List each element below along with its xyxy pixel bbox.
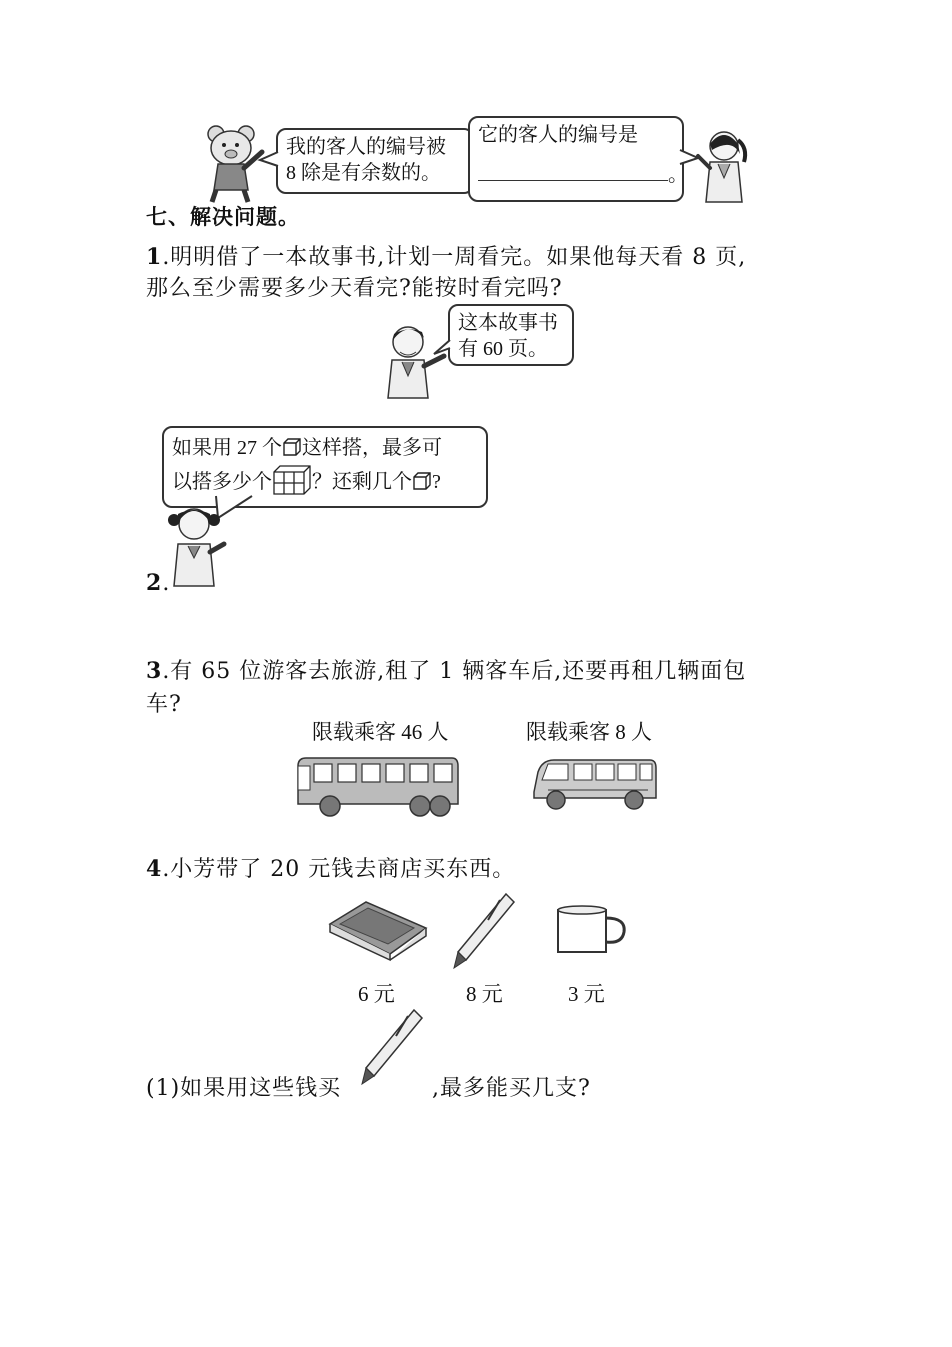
- q2-speech-part2: 这样搭，最多可: [302, 437, 442, 459]
- bear-bubble-tail: [258, 150, 280, 170]
- girl-illustration: [692, 128, 752, 206]
- girl-speech-bubble: [468, 116, 688, 202]
- pen-price: 8 元: [466, 982, 503, 1006]
- cube-icon: [282, 437, 302, 457]
- boy-speech-line-2: 有 60 页。: [458, 338, 548, 360]
- bus-capacity-label: 限载乘客 46 人: [312, 720, 449, 744]
- q3-line-2: 车?: [146, 692, 182, 717]
- q3-text: [146, 654, 746, 689]
- q1-line-1: .明明借了一本故事书,计划一周看完。如果他每天看 8 页,: [162, 245, 747, 270]
- q1-number: 1: [146, 244, 163, 270]
- q2-speech-part5: ?: [432, 471, 441, 493]
- q1-text: [146, 240, 746, 275]
- q1-line-2: 那么至少需要多少天看完?能按时看完吗?: [146, 276, 563, 301]
- bus-icon: [292, 754, 462, 820]
- pen-icon: [356, 1006, 426, 1088]
- q2-speech-bubble: [162, 426, 488, 508]
- girl-speech-end: 。: [668, 164, 688, 186]
- q2-speech-part4: ？还剩几个: [312, 471, 412, 493]
- van-capacity-label: 限载乘客 8 人: [526, 720, 652, 744]
- cup-icon: [554, 904, 630, 956]
- q4-sub1-prefix: (1)如果用这些钱买: [146, 1076, 342, 1101]
- girl-speech-text: 它的客人的编号是: [478, 124, 638, 146]
- bear-speech-line-2: 8 除是有余数的。: [286, 162, 441, 184]
- q4-number: 4: [146, 856, 163, 882]
- girl-2-illustration: [164, 502, 230, 588]
- boy-speech-line-1: 这本故事书: [458, 312, 558, 334]
- boy-illustration: [378, 322, 450, 400]
- q4-text: [146, 852, 515, 887]
- q4-line: .小芳带了 20 元钱去商店买东西。: [162, 857, 516, 882]
- q2-suffix: .: [162, 571, 171, 596]
- bear-speech-line-1: 我的客人的编号被: [286, 136, 446, 158]
- book-price: 6 元: [358, 982, 395, 1006]
- van-icon: [528, 754, 660, 812]
- boy-speech-bubble: [448, 304, 574, 366]
- q2-label: [146, 566, 170, 601]
- bear-speech-bubble: [276, 128, 474, 194]
- q2-number: 2: [146, 570, 163, 596]
- q3-line-1: .有 65 位游客去旅游,租了 1 辆客车后,还要再租几辆面包: [162, 659, 747, 684]
- section-title: 七、解决问题。: [146, 205, 300, 229]
- q3-number: 3: [146, 658, 163, 684]
- large-cube-icon: [272, 464, 312, 494]
- boy-bubble-tail: [432, 338, 452, 358]
- q2-speech-part3: 以搭多少个: [172, 471, 272, 493]
- q2-speech-part1: 如果用 27 个: [172, 437, 282, 459]
- pen-icon: [448, 890, 518, 972]
- cup-price: 3 元: [568, 982, 605, 1006]
- answer-blank[interactable]: [478, 160, 668, 181]
- book-icon: [326, 898, 430, 962]
- q4-sub1-suffix: ,最多能买几支?: [432, 1076, 591, 1101]
- cube-icon: [412, 471, 432, 491]
